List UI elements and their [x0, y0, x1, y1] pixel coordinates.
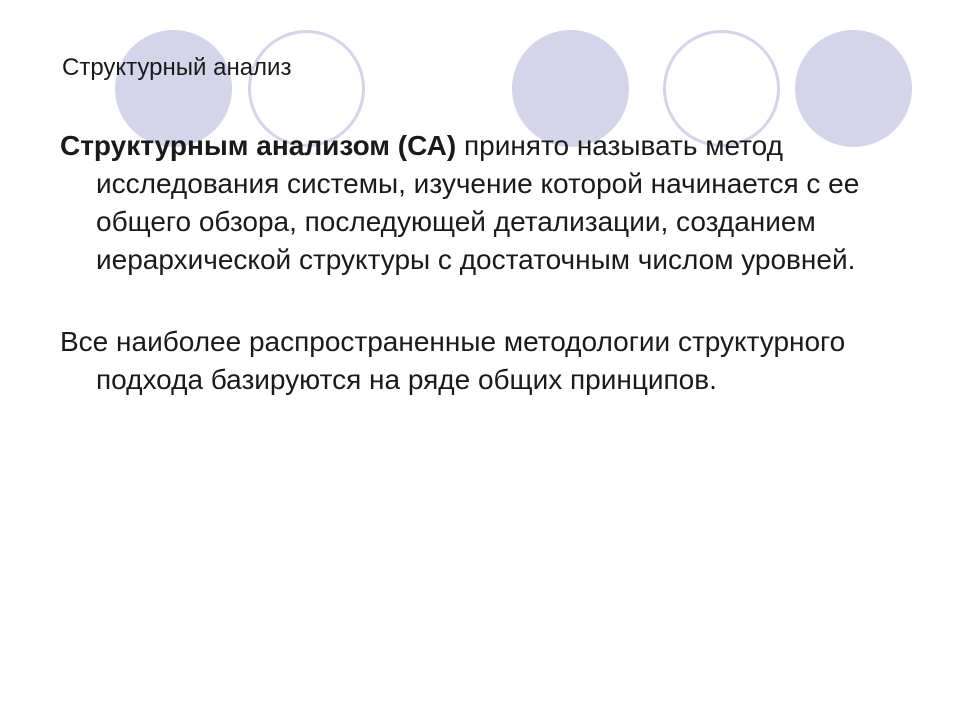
definition-text: принято называть метод исследования системы, изучение которой начинается с ее общего обзора, последующей детализации, созданием иерархической структуры с достаточным числом уровней.	[96, 130, 860, 275]
slide-title: Структурный анализ	[62, 54, 292, 81]
principles-paragraph: Все наиболее распространенные методологии структурного подхода базируются на ряде общих принципов.	[60, 326, 846, 395]
definition-term: Структурным анализом (СА)	[60, 130, 457, 161]
definition-paragraph	[60, 127, 900, 279]
slide-body	[60, 127, 900, 399]
